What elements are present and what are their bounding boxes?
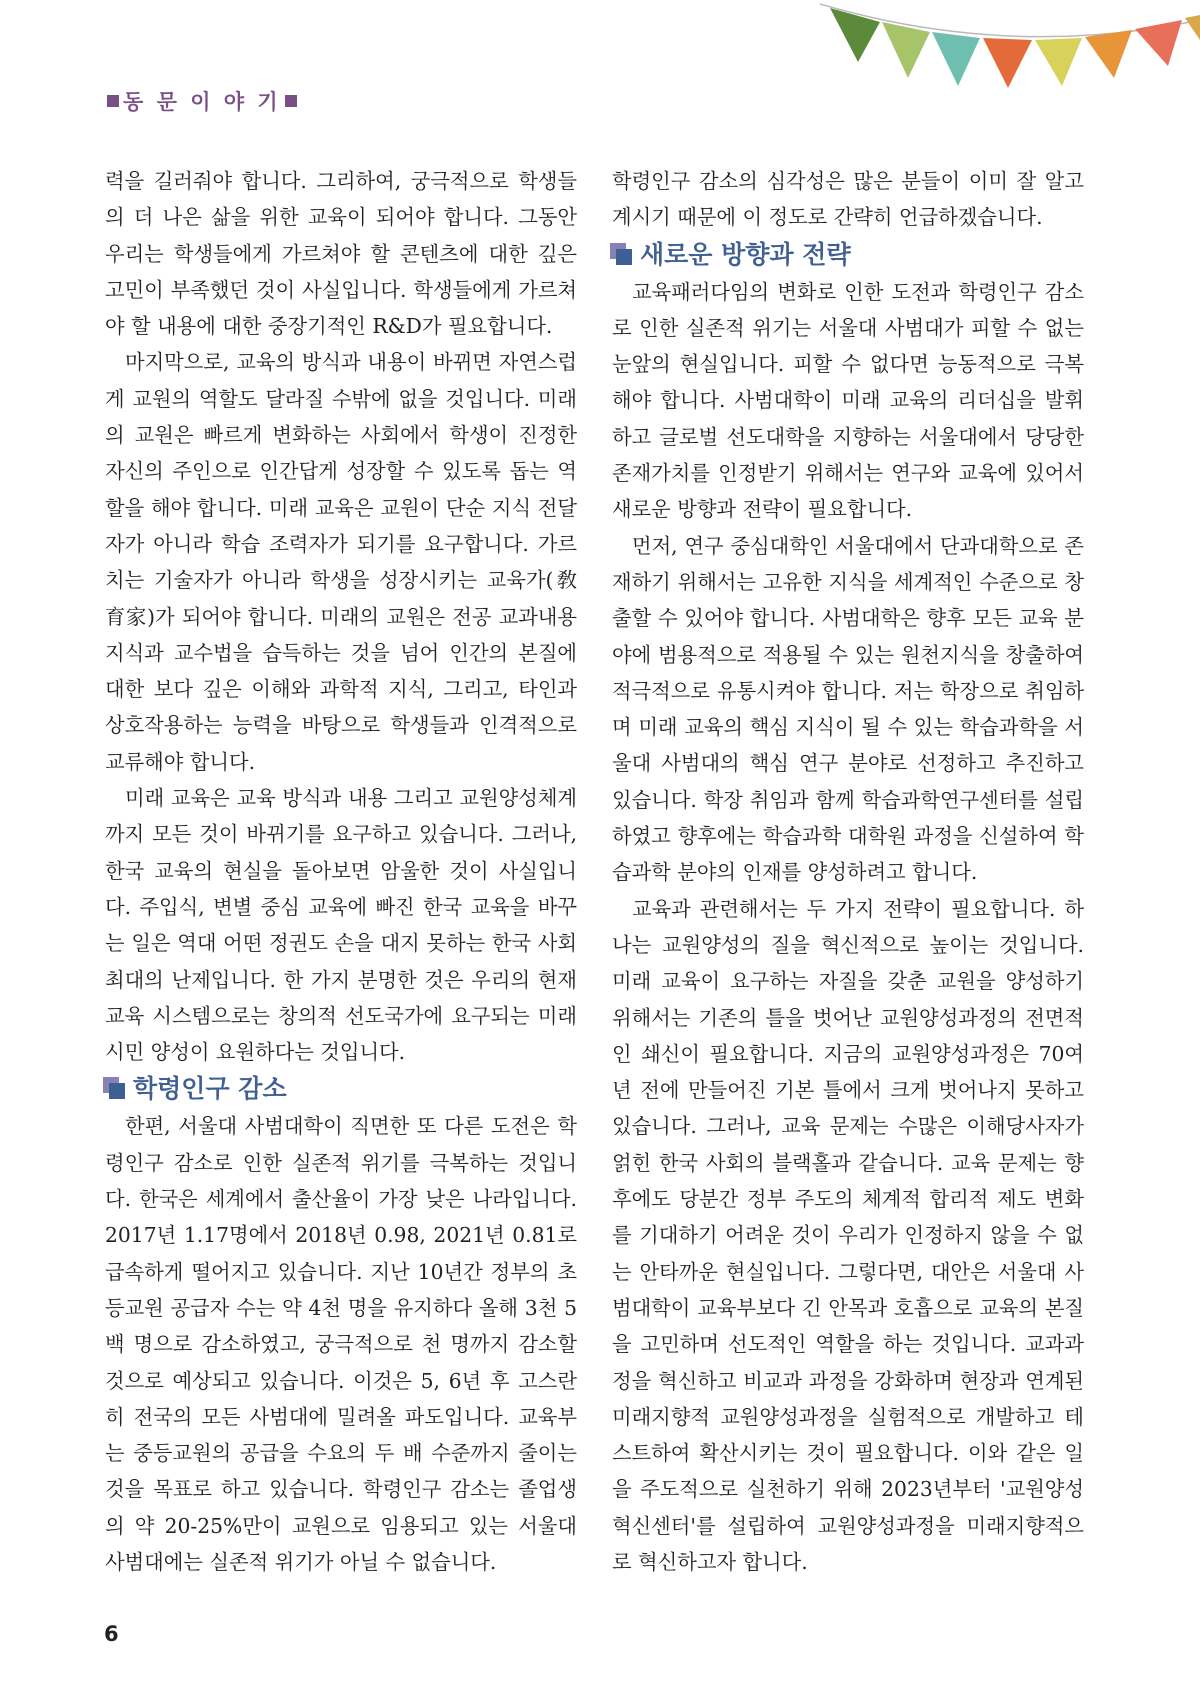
paragraph: 교육패러다임의 변화로 인한 도전과 학령인구 감소로 인한 실존적 위기는 서울대 사범대가 피할 수 없는 눈앞의 현실입니다. 피할 수 없다면 능동적으로 극복해야 합니다. 사범대학이 미래 교육의 리더십을 발휘하고 글로벌 선도대학을 지향하는 서울대에서 당당한 존재가치를 인정받기 위해서는 연구와 교육에 있어서 새로운 방향과 전략이 필요합니다. [612,279,1084,522]
bunting-decoration [820,0,1200,100]
heading-square-icon [610,243,632,265]
paragraph: 미래 교육은 교육 방식과 내용 그리고 교원양성체계까지 모든 것이 바뀌기를 요구하고 있습니다. 그러나, 한국 교육의 현실을 돌아보면 암울한 것이 사실입니다. 주입식, 변별 중심 교육에 빠진 한국 교육을 바꾸는 일은 역대 어떤 정권도 손을 대지 못하는 한국 사회 최대의 난제입니다. 한 가지 분명한 것은 우리의 현재 교육 시스템으로는 창의적 선도국가에 요구되는 미래 시민 양성이 요원하다는 것입니다. [105,786,577,1065]
paragraph: 한편, 서울대 사범대학이 직면한 또 다른 도전은 학령인구 감소로 인한 실존적 위기를 극복하는 것입니다. 한국은 세계에서 출산율이 가장 낮은 나라입니다. 2017년 1.17명에서 2018년 0.98, 2021년 0.81로 급속하게 떨어지고 있습니다. 지난 10년간 정부의 초등교원 공급자 수는 약 4천 명을 유지하다 올해 3천 5백 명으로 감소하였고, 궁극적으로 천 명까지 감소할 것으로 예상되고 있습니다. 이것은 5, 6년 후 고스란히 전국의 모든 사범대에 밀려올 파도입니다. 교육부는 중등교원의 공급을 수요의 두 배 수준까지 줄이는 것을 목표로 하고 있습니다. 학령인구 감소는 졸업생의 약 20-25%만이 교원으로 임용되고 있는 서울대 사범대에는 실존적 위기가 아닐 수 없습니다. [105,1114,577,1574]
section-label [103,86,301,116]
paragraph: 교육과 관련해서는 두 가지 전략이 필요합니다. 하나는 교원양성의 질을 혁신적으로 높이는 것입니다. 미래 교육이 요구하는 자질을 갖춘 교원을 양성하기 위해서는 기존의 틀을 벗어난 교원양성과정의 전면적인 쇄신이 필요합니다. 지금의 교원양성과정은 70여 년 전에 만들어진 기본 틀에서 크게 벗어나지 못하고 있습니다. 그러나, 교육 문제는 수많은 이해당사자가 얽힌 한국 사회의 블랙홀과 같습니다. 교육 문제는 향후에도 당분간 정부 주도의 체계적 합리적 제도 변화를 기대하기 어려운 것이 우리가 인정하지 않을 수 없는 안타까운 현실입니다. 그렇다면, 대안은 서울대 사범대학이 교육부보다 긴 안목과 호흡으로 교육의 본질을 고민하며 선도적인 역할을 하는 것입니다. 교과과정을 혁신하고 비교과 과정을 강화하며 현장과 연계된 미래지향적 교원양성과정을 실험적으로 개발하고 테스트하여 확산시키는 것이 필요합니다. 이와 같은 일을 주도적으로 실천하기 위해 2023년부터 '교원양성혁신센터'를 설립하여 교원양성과정을 미래지향적으로 혁신하고자 합니다. [612,896,1084,1574]
paragraph: 학령인구 감소의 심각성은 많은 분들이 이미 잘 알고 계시기 때문에 이 정도로 간략히 언급하겠습니다. [612,169,1084,230]
right-column [612,163,1084,1580]
square-bullet-icon [285,95,297,107]
section-label-text: 동 문 이 야 기 [123,90,281,114]
section-heading-text: 학령인구 감소 [133,1074,287,1104]
square-bullet-icon [107,95,119,107]
section-heading-text: 새로운 방향과 전략 [640,239,851,269]
page-number: 6 [104,1622,119,1646]
section-heading [610,236,1084,274]
paragraph: 먼저, 연구 중심대학인 서울대에서 단과대학으로 존재하기 위해서는 고유한 지식을 세계적인 수준으로 창출할 수 있어야 합니다. 사범대학은 향후 모든 교육 분야에 범용적으로 적용될 수 있는 원천지식을 창출하여 적극적으로 유통시켜야 합니다. 저는 학장으로 취임하며 미래 교육의 핵심 지식이 될 수 있는 학습과학을 서울대 사범대의 핵심 연구 분야로 선정하고 추진하고 있습니다. 학장 취임과 함께 학습과학연구센터를 설립하였고 향후에는 학습과학 대학원 과정을 신설하여 학습과학 분야의 인재를 양성하려고 합니다. [612,533,1084,885]
paragraph: 력을 길러줘야 합니다. 그리하여, 궁극적으로 학생들의 더 나은 삶을 위한 교육이 되어야 합니다. 그동안 우리는 학생들에게 가르쳐야 할 콘텐츠에 대한 깊은 고민이 부족했던 것이 사실입니다. 학생들에게 가르쳐야 할 내용에 대한 중장기적인 R&D가 필요합니다. [105,169,577,339]
left-column [105,163,577,1580]
heading-square-icon [103,1077,125,1099]
section-heading [103,1070,577,1108]
paragraph: 마지막으로, 교육의 방식과 내용이 바뀌면 자연스럽게 교원의 역할도 달라질 수밖에 없을 것입니다. 미래의 교원은 빠르게 변화하는 사회에서 학생이 진정한 자신의 주인으로 인간답게 성장할 수 있도록 돕는 역할을 해야 합니다. 미래 교육은 교원이 단순 지식 전달자가 아니라 학습 조력자가 되기를 요구합니다. 가르치는 기술자가 아니라 학생을 성장시키는 교육가(敎育家)가 되어야 합니다. 미래의 교원은 전공 교과내용 지식과 교수법을 습득하는 것을 넘어 인간의 본질에 대한 보다 깊은 이해와 과학적 지식, 그리고, 타인과 상호작용하는 능력을 바탕으로 학생들과 인격적으로 교류해야 합니다. [105,350,577,774]
